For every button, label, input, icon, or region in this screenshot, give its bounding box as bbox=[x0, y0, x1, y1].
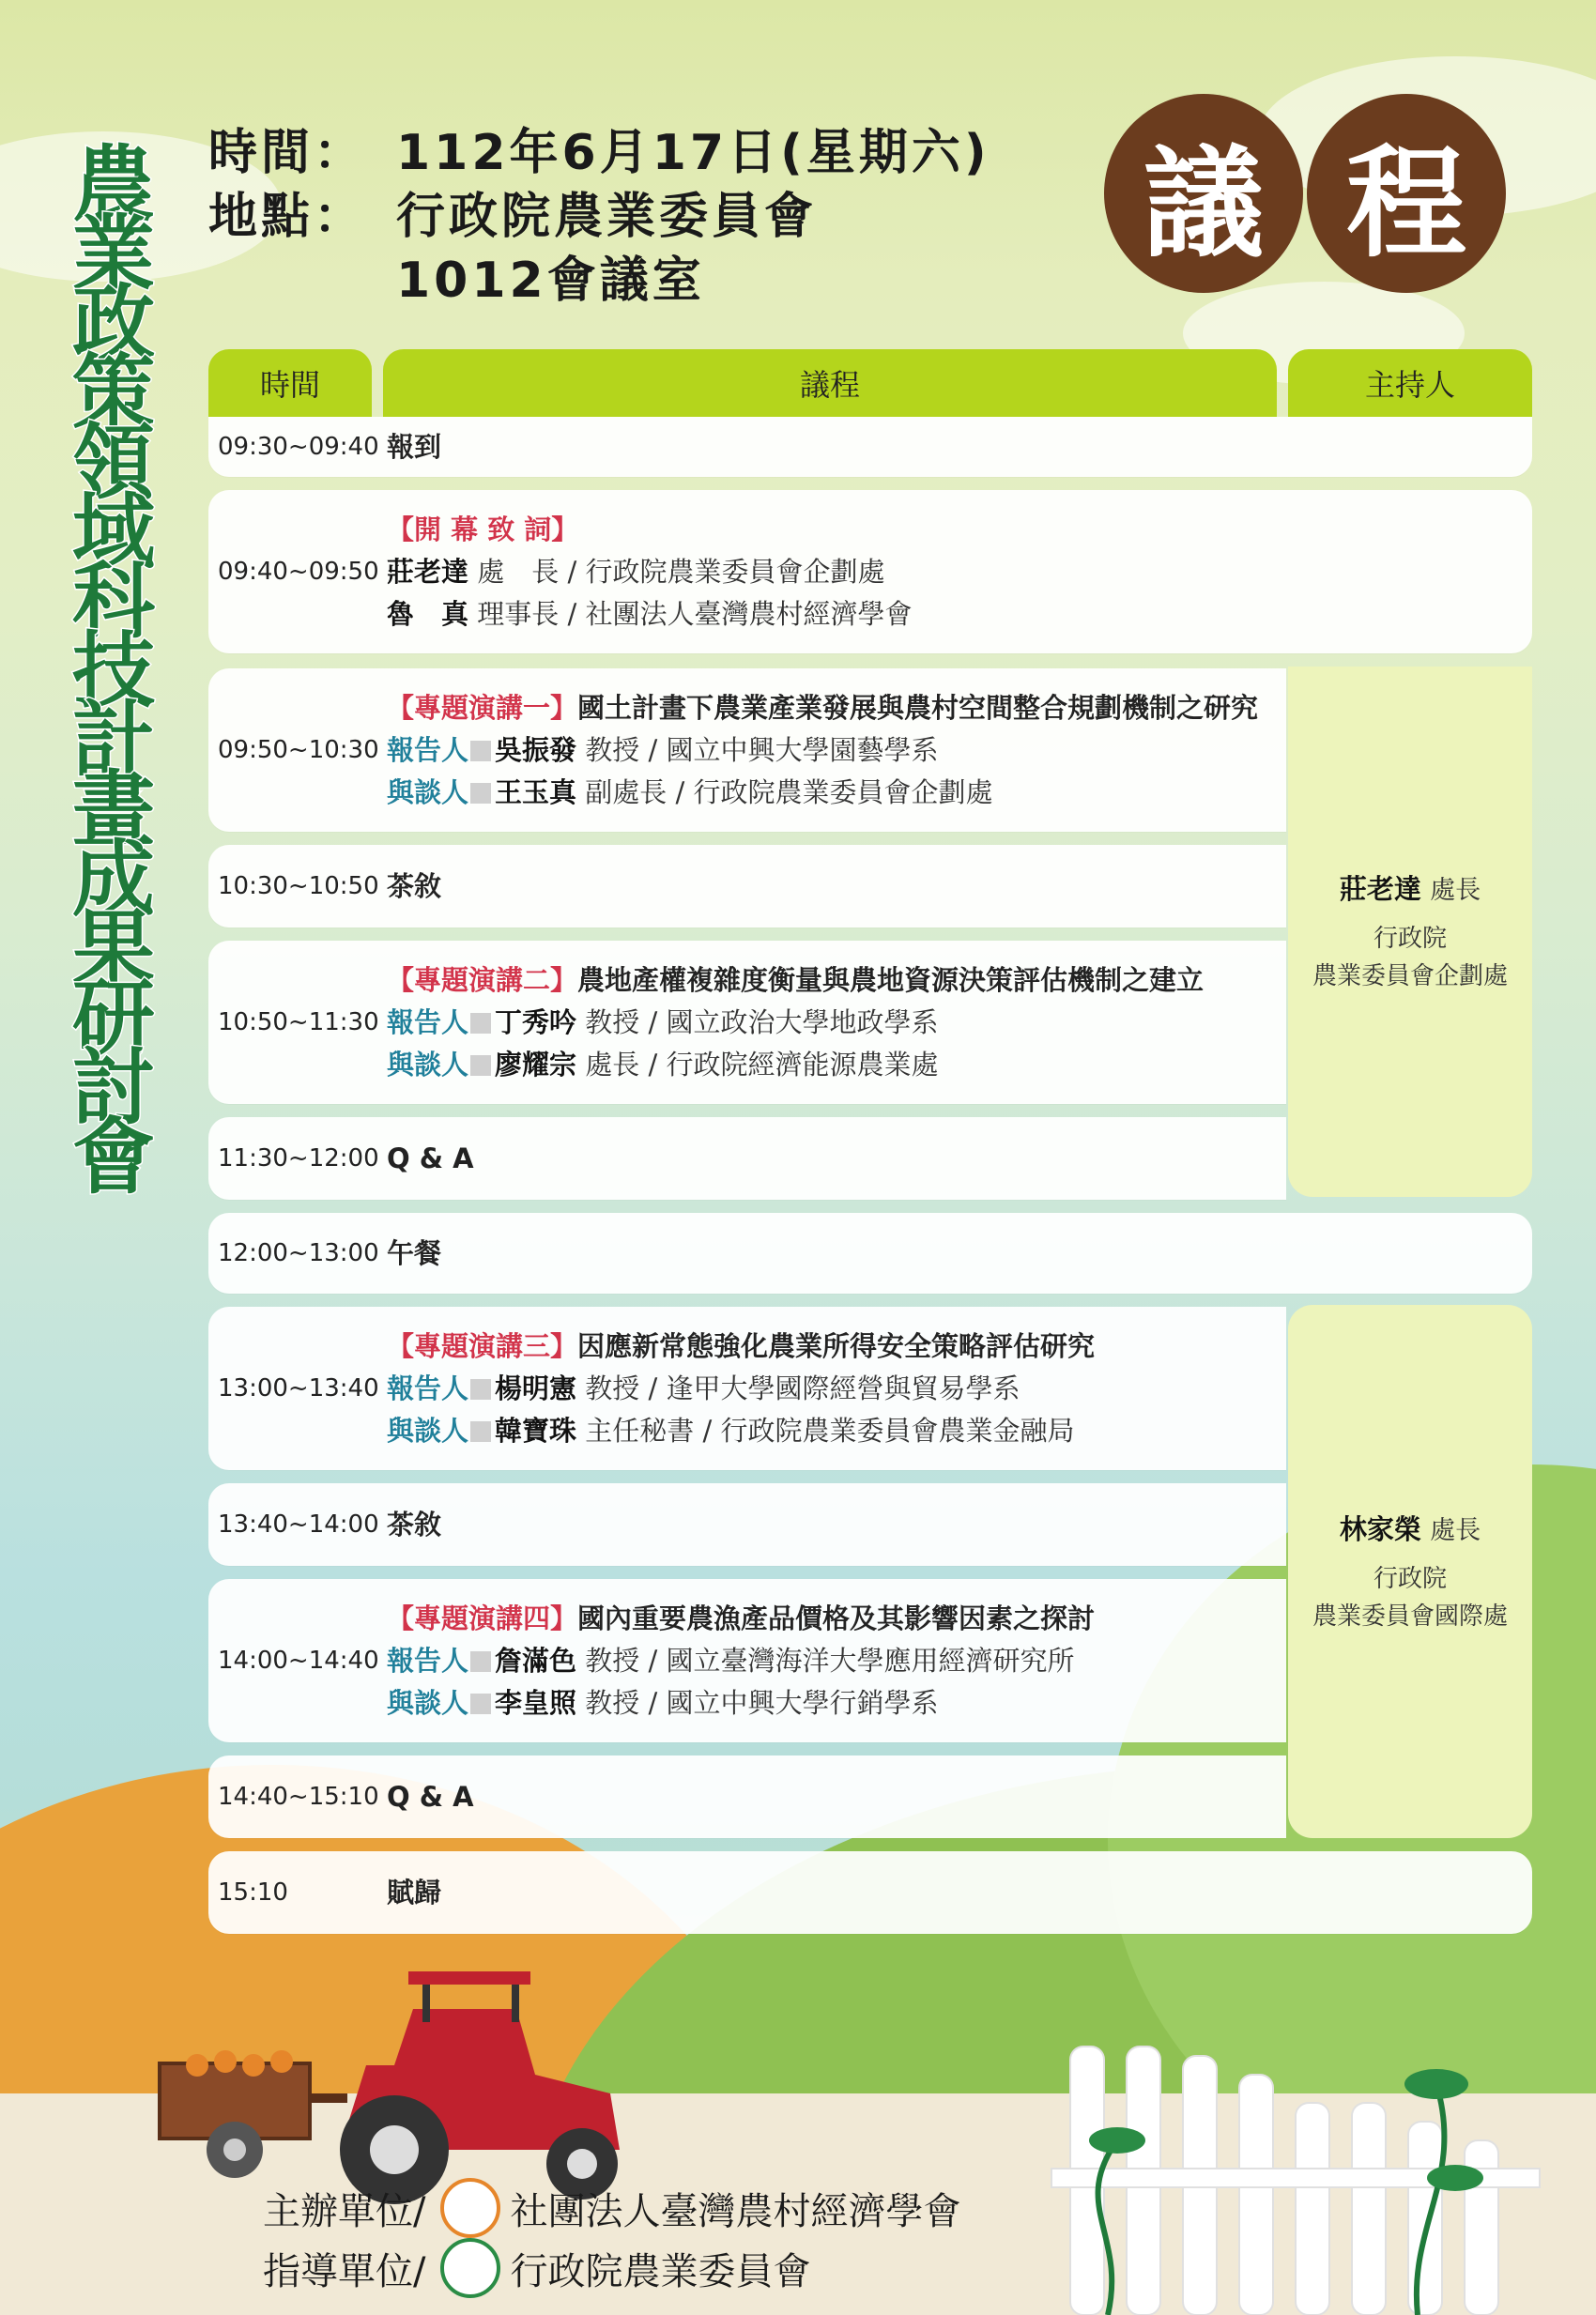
discussant-label: 與談人 bbox=[387, 1686, 469, 1719]
separator-square bbox=[470, 741, 491, 761]
side-title-char: 技 bbox=[71, 622, 155, 719]
reporter-label: 報告人 bbox=[387, 1372, 469, 1404]
row-time: 14:00~14:40 bbox=[218, 1647, 379, 1675]
speaker-name: 魯 真 bbox=[387, 597, 469, 630]
reporter-name: 吳振發 bbox=[495, 733, 577, 766]
side-title-char: 農 bbox=[71, 136, 155, 233]
agenda-row bbox=[208, 845, 1286, 928]
separator-square bbox=[470, 1694, 491, 1714]
agenda-row bbox=[208, 1851, 1532, 1934]
side-title-char: 策 bbox=[71, 345, 155, 441]
reporter-label: 報告人 bbox=[387, 733, 469, 766]
agenda-badge-char: 議 bbox=[1104, 94, 1303, 293]
side-title-char: 果 bbox=[71, 900, 155, 997]
guidance-name: 行政院農業委員會 bbox=[510, 2249, 811, 2293]
discussant-affiliation: 副處長 / 行政院農業委員會企劃處 bbox=[585, 775, 993, 808]
agenda-row bbox=[208, 1755, 1286, 1838]
side-title-char: 會 bbox=[71, 1109, 155, 1205]
row-time: 09:30~09:40 bbox=[218, 433, 379, 461]
organizer-label: 主辦單位/ bbox=[263, 2189, 426, 2233]
host-org: 行政院 bbox=[1373, 1564, 1447, 1593]
speaker-affiliation: 理事長 / 社團法人臺灣農村經濟學會 bbox=[477, 597, 913, 630]
separator-square bbox=[470, 1055, 491, 1076]
reporter-affiliation: 教授 / 國立中興大學園藝學系 bbox=[585, 733, 939, 766]
row-tag: 【專題演講三】 bbox=[387, 1329, 578, 1362]
row-tag: 【專題演講四】 bbox=[387, 1602, 578, 1634]
row-title: 午餐 bbox=[387, 1236, 442, 1269]
row-time: 14:40~15:10 bbox=[218, 1783, 379, 1811]
row-title: Q & A bbox=[387, 1780, 474, 1813]
side-title-char: 業 bbox=[71, 206, 155, 302]
row-time: 10:50~11:30 bbox=[218, 1008, 379, 1036]
reporter-affiliation: 教授 / 國立政治大學地政學系 bbox=[585, 1005, 939, 1038]
row-tag: 【專題演講二】 bbox=[387, 963, 578, 996]
row-time: 13:00~13:40 bbox=[218, 1374, 379, 1403]
row-title: 報到 bbox=[387, 430, 442, 463]
separator-square bbox=[470, 1421, 491, 1442]
discussant-label: 與談人 bbox=[387, 775, 469, 808]
discussant-label: 與談人 bbox=[387, 1048, 469, 1081]
side-title bbox=[58, 136, 169, 1205]
agenda-row bbox=[208, 417, 1532, 477]
reporter-name: 丁秀吟 bbox=[495, 1005, 577, 1038]
place-value: 行政院農業委員會 bbox=[396, 189, 818, 245]
side-title-char: 政 bbox=[71, 275, 155, 372]
organizer-name: 社團法人臺灣農村經濟學會 bbox=[510, 2189, 961, 2233]
event-time bbox=[208, 113, 990, 183]
column-header-agenda: 議程 bbox=[383, 349, 1277, 417]
side-title-char: 科 bbox=[71, 553, 155, 650]
agenda-badge-char: 程 bbox=[1307, 94, 1506, 293]
row-time: 13:40~14:00 bbox=[218, 1510, 379, 1539]
agenda-row bbox=[208, 1213, 1532, 1294]
row-tag: 【專題演講一】 bbox=[387, 691, 578, 724]
agenda-row bbox=[208, 1307, 1286, 1470]
agenda-row bbox=[208, 668, 1286, 832]
talk-topic: 因應新常態強化農業所得安全策略評估研究 bbox=[577, 1329, 1096, 1362]
row-title: Q & A bbox=[387, 1142, 474, 1174]
host-title: 處長 bbox=[1430, 876, 1481, 905]
reporter-name: 楊明憲 bbox=[495, 1372, 577, 1404]
separator-square bbox=[470, 1651, 491, 1672]
discussant-affiliation: 主任秘書 / 行政院農業委員會農業金融局 bbox=[585, 1414, 1075, 1447]
agenda-row bbox=[208, 941, 1286, 1104]
reporter-name: 詹滿色 bbox=[495, 1644, 577, 1677]
separator-square bbox=[470, 1379, 491, 1400]
reporter-label: 報告人 bbox=[387, 1005, 469, 1038]
time-label: 時間： bbox=[208, 125, 367, 181]
agenda-row bbox=[208, 490, 1532, 653]
discussant-name: 王玉真 bbox=[495, 775, 577, 808]
row-title: 賦歸 bbox=[387, 1876, 442, 1909]
host-panel bbox=[1288, 1305, 1532, 1838]
side-title-char: 討 bbox=[71, 1039, 155, 1136]
place-label: 地點： bbox=[208, 189, 367, 245]
row-title: 茶敘 bbox=[387, 869, 442, 902]
row-tag: 【開 幕 致 詞】 bbox=[387, 513, 579, 545]
row-time: 11:30~12:00 bbox=[218, 1144, 379, 1173]
host-dept: 農業委員會國際處 bbox=[1312, 1602, 1508, 1631]
column-header-host: 主持人 bbox=[1288, 349, 1532, 417]
coa-logo-icon bbox=[440, 2238, 500, 2298]
reporter-affiliation: 教授 / 國立臺灣海洋大學應用經濟研究所 bbox=[585, 1644, 1075, 1677]
time-value: 112年6月17日(星期六) bbox=[396, 125, 990, 181]
column-header-time: 時間 bbox=[208, 349, 372, 417]
host-name: 莊老達 bbox=[1339, 873, 1421, 905]
agenda-row bbox=[208, 1483, 1286, 1566]
separator-square bbox=[470, 783, 491, 804]
host-name: 林家榮 bbox=[1339, 1512, 1421, 1545]
organizer-line bbox=[263, 2178, 960, 2238]
guidance-label: 指導單位/ bbox=[263, 2249, 426, 2293]
guidance-line bbox=[263, 2238, 810, 2298]
side-title-char: 領 bbox=[71, 414, 155, 511]
event-place bbox=[208, 176, 817, 247]
side-title-char: 畫 bbox=[71, 761, 155, 858]
side-title-char: 域 bbox=[71, 483, 155, 580]
event-room: 1012會議室 bbox=[396, 253, 705, 309]
association-logo-icon bbox=[440, 2178, 500, 2238]
fence-illustration bbox=[1014, 1990, 1596, 2315]
agenda-row bbox=[208, 1117, 1286, 1200]
row-time: 10:30~10:50 bbox=[218, 872, 379, 900]
side-title-char: 研 bbox=[71, 970, 155, 1066]
discussant-label: 與談人 bbox=[387, 1414, 469, 1447]
discussant-name: 李皇照 bbox=[495, 1686, 577, 1719]
reporter-label: 報告人 bbox=[387, 1644, 469, 1677]
host-dept: 農業委員會企劃處 bbox=[1312, 962, 1508, 990]
discussant-name: 廖耀宗 bbox=[495, 1048, 577, 1081]
separator-square bbox=[470, 1013, 491, 1034]
agenda-row bbox=[208, 1579, 1286, 1742]
side-title-char: 成 bbox=[71, 831, 155, 928]
speaker-affiliation: 處 長 / 行政院農業委員會企劃處 bbox=[477, 555, 885, 588]
host-title: 處長 bbox=[1430, 1515, 1481, 1545]
speaker-name: 莊老達 bbox=[387, 555, 469, 588]
row-time: 15:10 bbox=[218, 1878, 288, 1907]
talk-topic: 農地產權複雜度衡量與農地資源決策評估機制之建立 bbox=[577, 963, 1205, 996]
discussant-affiliation: 處長 / 行政院經濟能源農業處 bbox=[585, 1048, 939, 1081]
row-time: 09:50~10:30 bbox=[218, 736, 379, 764]
side-title-char: 計 bbox=[71, 692, 155, 789]
row-time: 09:40~09:50 bbox=[218, 558, 379, 586]
discussant-name: 韓寶珠 bbox=[495, 1414, 577, 1447]
host-panel bbox=[1288, 667, 1532, 1197]
row-time: 12:00~13:00 bbox=[218, 1239, 379, 1267]
talk-topic: 國內重要農漁產品價格及其影響因素之探討 bbox=[577, 1602, 1096, 1634]
reporter-affiliation: 教授 / 逢甲大學國際經營與貿易學系 bbox=[585, 1372, 1021, 1404]
host-org: 行政院 bbox=[1373, 925, 1447, 953]
row-title: 茶敘 bbox=[387, 1508, 442, 1541]
talk-topic: 國土計畫下農業產業發展與農村空間整合規劃機制之研究 bbox=[577, 691, 1259, 724]
discussant-affiliation: 教授 / 國立中興大學行銷學系 bbox=[585, 1686, 939, 1719]
